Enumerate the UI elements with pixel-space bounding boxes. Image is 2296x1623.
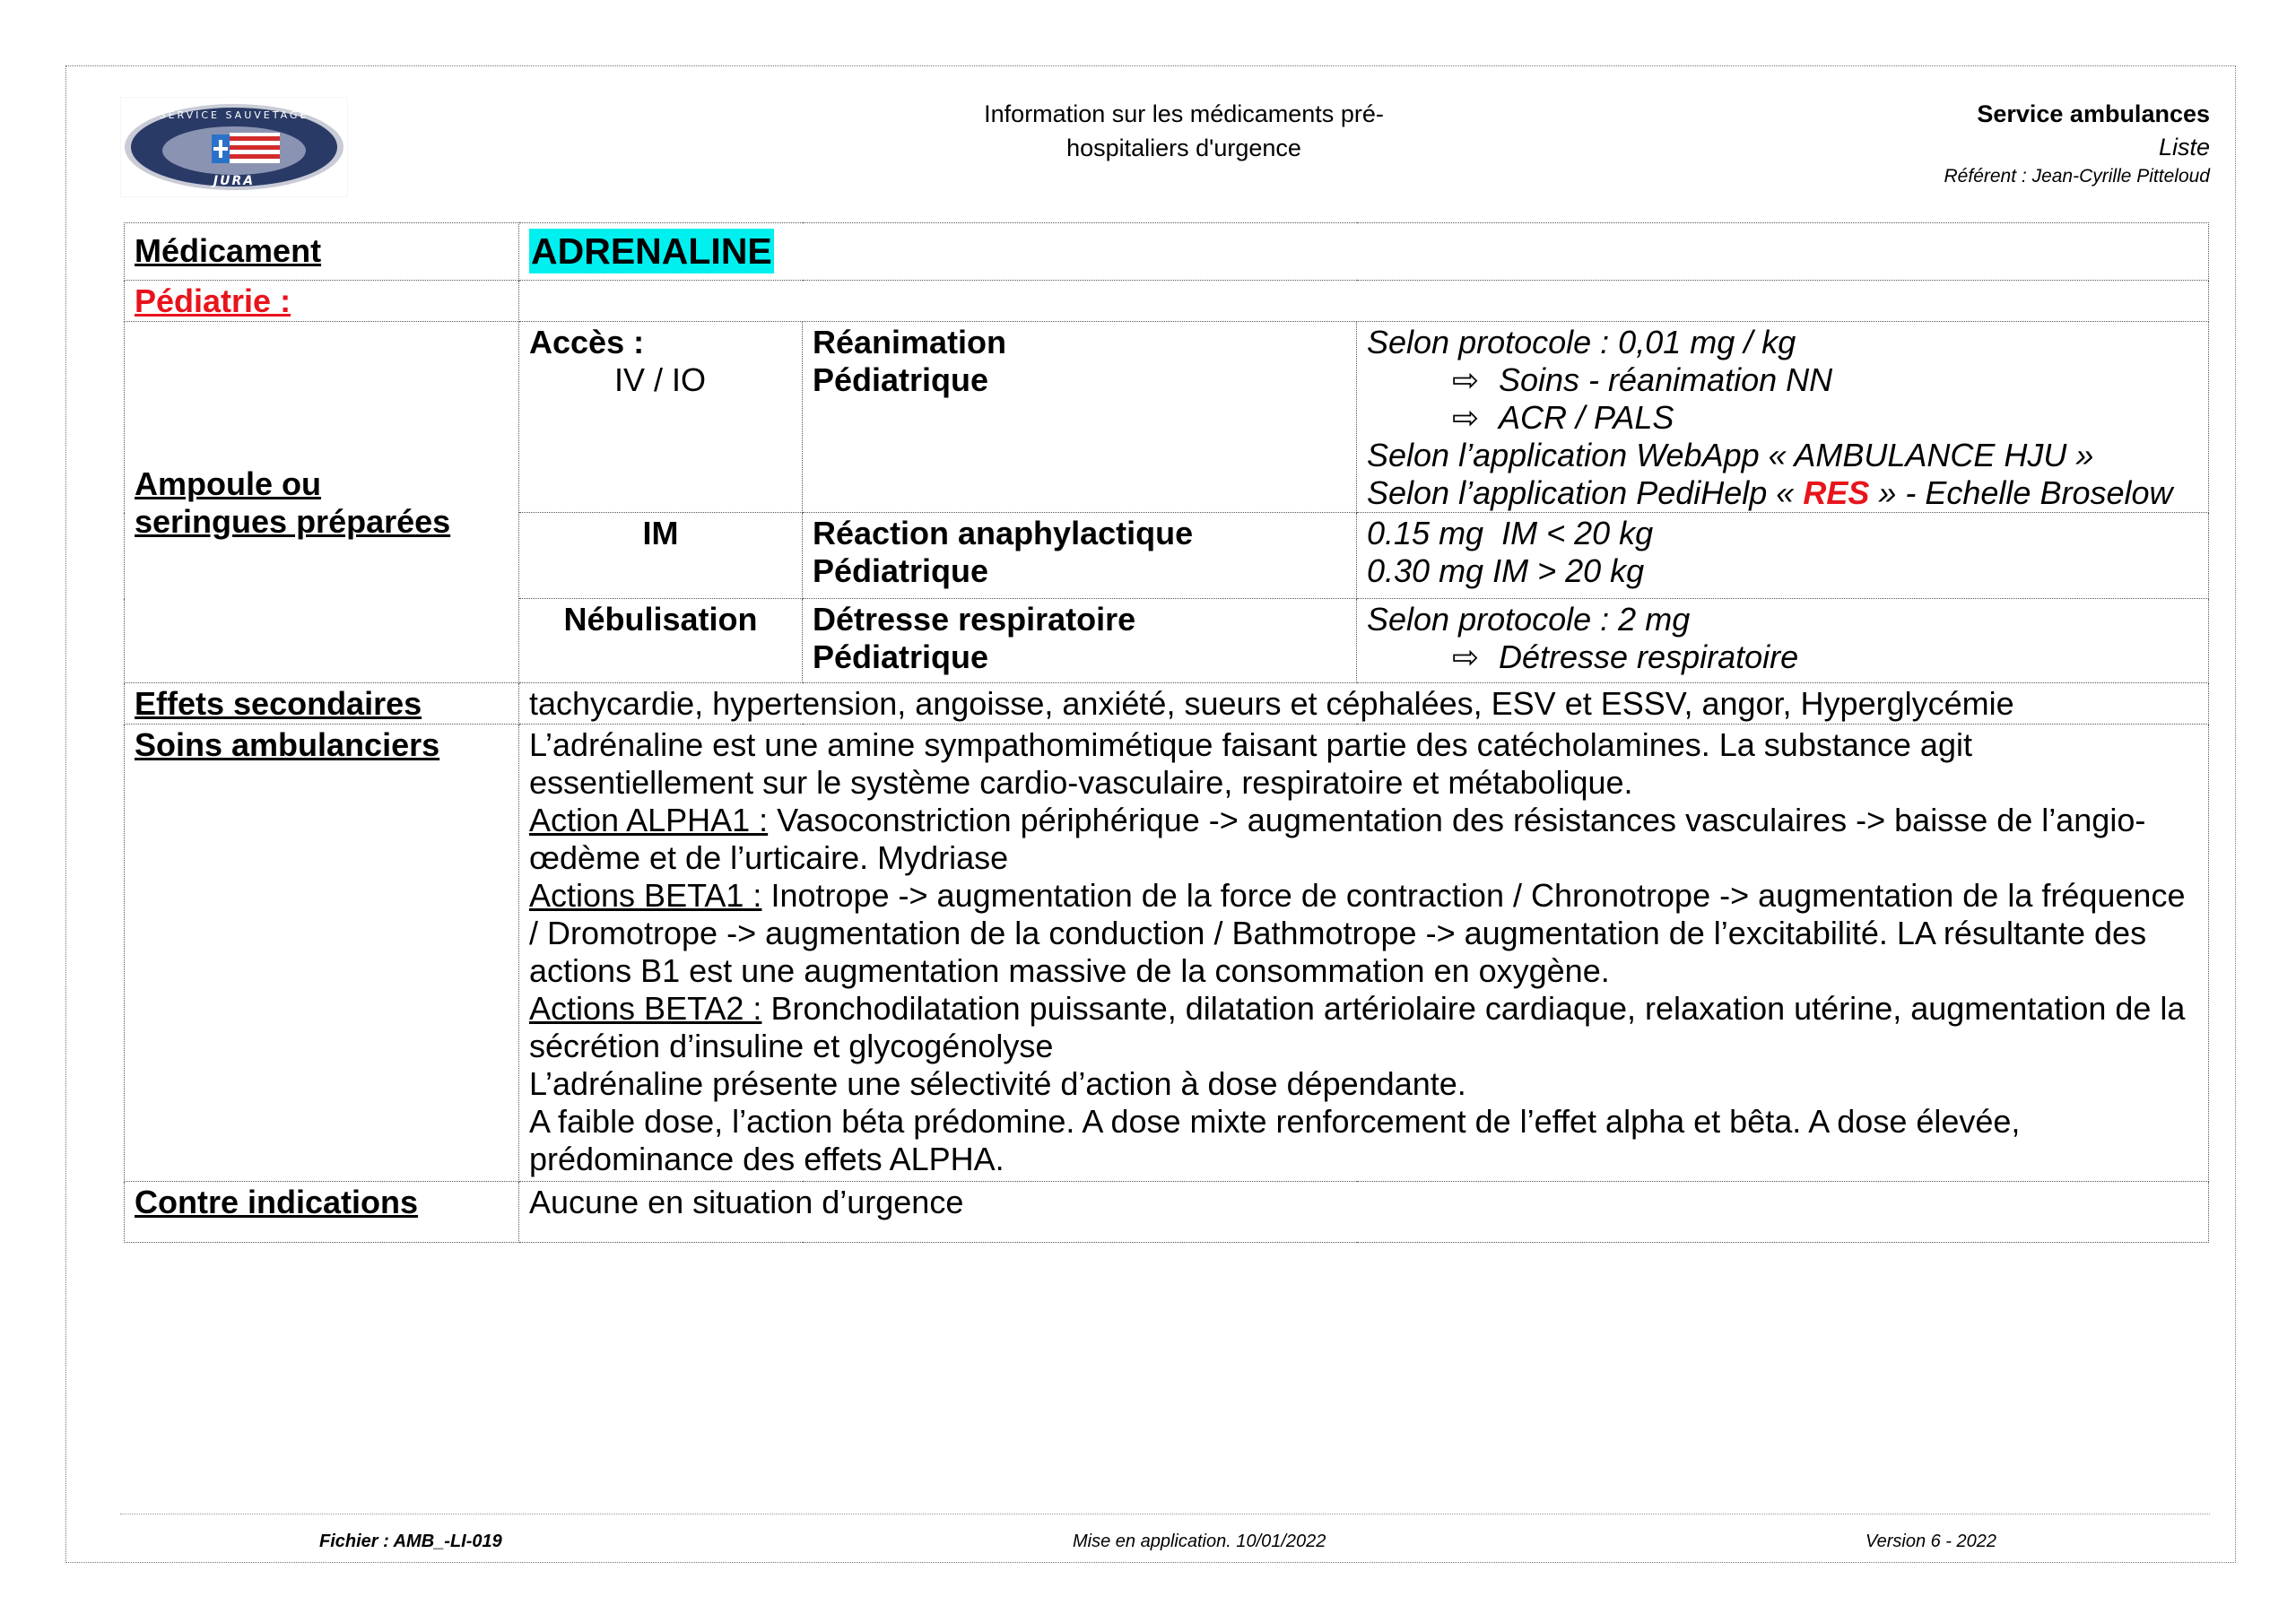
dose-bullet-text: Soins - réanimation NN (1499, 361, 1833, 398)
document-title-line2: hospitaliers d'urgence (1066, 135, 1301, 161)
medication-name-cell (519, 223, 2209, 281)
contraindications-row (125, 1182, 2209, 1243)
dose-line: Selon protocole : 2 mg (1367, 601, 1691, 638)
care-intro: L’adrénaline est une amine sympathomimétique faisant partie des catécholamines. La substance agit essentiellement sur le système cardio-vasculaire, respiratoire et métabolique. (529, 726, 1972, 801)
dose-bullet-text: Détresse respiratoire (1499, 638, 1799, 675)
care-label-cell (125, 725, 519, 1182)
side-effects-row (125, 683, 2209, 725)
contraindications-label: Contre indications (135, 1184, 419, 1220)
dose-cell-im (1357, 513, 2209, 599)
side-effects-text-cell (519, 683, 2209, 725)
service-sauvetage-jura-logo (120, 97, 348, 197)
referent: Référent : Jean-Cyrille Pitteloud (1944, 166, 2210, 187)
side-effects-label: Effets secondaires (135, 685, 422, 722)
preparations-label-cell (125, 322, 519, 683)
footer-divider (120, 1514, 2210, 1515)
res-highlight: RES (1803, 474, 1870, 511)
dose-bullet (1367, 399, 2198, 437)
care-alpha1 (529, 802, 2198, 877)
dose-line (1367, 474, 2198, 512)
dose-line: Selon l’application WebApp « AMBULANCE HJU » (1367, 437, 2094, 473)
contraindications-text-cell (519, 1182, 2209, 1243)
beta1-text: Inotrope -> augmentation de la force de contraction / Chronotrope -> augmentation de la fréquence / Dromotrope -> augmentation de la conduction / Bathmotrope -> augmentation de l’excitabilité. LA résultante des actions B1 est une augmentation massive de la consommation en oxygène. (529, 877, 2186, 989)
dose-bullet (1367, 361, 2198, 399)
alpha1-text: Vasoconstriction périphérique -> augmentation des résistances vasculaires -> baisse de l’angio-œdème et de l’urticaire. Mydriase (529, 802, 2146, 876)
dose-bullet (1367, 638, 2198, 676)
dose-cell-nebulisation (1357, 599, 2209, 683)
service-name: Service ambulances (1977, 100, 2210, 127)
care-row (125, 725, 2209, 1182)
beta2-label: Actions BETA2 : (529, 990, 762, 1027)
document-title (906, 97, 1462, 165)
medication-name: ADRENALINE (531, 230, 772, 272)
medication-table (124, 222, 2209, 1243)
dose-line-text: » - Echelle Broselow (1869, 474, 2173, 511)
pediatrics-label: Pédiatrie : (135, 282, 291, 319)
route-cell-iv (519, 322, 803, 513)
indication-line1: Détresse respiratoire (813, 601, 1136, 638)
header-service-block (1582, 97, 2210, 190)
dose-line: Selon protocole : 0,01 mg / kg (1367, 324, 1796, 360)
medication-label: Médicament (135, 232, 322, 269)
beta1-label: Actions BETA1 : (529, 877, 762, 914)
route-cell-nebulisation (519, 599, 803, 683)
preparation-row-iv (125, 322, 2209, 513)
side-effects-text: tachycardie, hypertension, angoisse, anxiété, sueurs et céphalées, ESV et ESSV, angor, Hyperglycémie (529, 685, 2014, 722)
route-value-iv: IV / IO (614, 361, 707, 398)
pediatrics-row (125, 281, 2209, 322)
route-value-im: IM (642, 515, 679, 551)
footer-version: Version 6 - 2022 (1866, 1532, 1997, 1551)
care-dose-effects: A faible dose, l’action béta prédomine. A dose mixte renforcement de l’effet alpha et bêta. A dose élevée, prédominance des effets ALPHA. (529, 1103, 2021, 1177)
preparations-label-line1: Ampoule ou (135, 465, 321, 502)
arrow-right-icon: ⇨ (1452, 638, 1480, 675)
footer-file: Fichier : AMB_-LI-019 (319, 1532, 502, 1551)
logo-text-bottom: JURA (213, 174, 256, 188)
alpha1-label: Action ALPHA1 : (529, 802, 769, 838)
indication-line2: Pédiatrique (813, 638, 989, 675)
indication-cell-nebulisation (803, 599, 1357, 683)
dose-line-text: Selon l’application PediHelp « (1367, 474, 1804, 511)
indication-line1: Réanimation (813, 324, 1007, 360)
route-value-nebulisation: Nébulisation (563, 601, 758, 638)
indication-cell-iv (803, 322, 1357, 513)
medication-label-cell (125, 223, 519, 281)
care-beta1 (529, 877, 2198, 990)
dose-bullet-text: ACR / PALS (1499, 399, 1674, 436)
medication-row (125, 223, 2209, 281)
care-selectivity: L’adrénaline présente une sélectivité d’action à dose dépendante. (529, 1065, 1466, 1102)
dose-line: 0.15 mg IM < 20 kg (1367, 515, 1654, 551)
arrow-right-icon: ⇨ (1452, 361, 1480, 398)
care-label: Soins ambulanciers (135, 726, 440, 763)
arrow-right-icon: ⇨ (1452, 399, 1480, 436)
preparations-label-line2: seringues préparées (135, 503, 451, 540)
dose-line: 0.30 mg IM > 20 kg (1367, 552, 1645, 589)
contraindications-label-cell (125, 1182, 519, 1243)
route-cell-im (519, 513, 803, 599)
indication-line2: Pédiatrique (813, 552, 989, 589)
indication-cell-im (803, 513, 1357, 599)
pediatrics-label-cell (125, 281, 519, 322)
document-type: Liste (2158, 134, 2210, 161)
care-text-cell (519, 725, 2209, 1182)
indication-line2: Pédiatrique (813, 361, 989, 398)
footer-date: Mise en application. 10/01/2022 (1073, 1532, 1326, 1551)
logo-text-top: SERVICE SAUVETAGE (159, 109, 309, 121)
indication-line1: Réaction anaphylactique (813, 515, 1194, 551)
dose-cell-iv (1357, 322, 2209, 513)
beta2-text: Bronchodilatation puissante, dilatation artériolaire cardiaque, relaxation utérine, augmentation de la sécrétion d’insuline et glycogénolyse (529, 990, 2186, 1064)
care-beta2 (529, 990, 2198, 1065)
side-effects-label-cell (125, 683, 519, 725)
document-title-line1: Information sur les médicaments pré- (984, 100, 1384, 127)
pediatrics-empty-cell (519, 281, 2209, 322)
route-label: Accès : (529, 324, 645, 360)
contraindications-text: Aucune en situation d’urgence (529, 1184, 964, 1220)
